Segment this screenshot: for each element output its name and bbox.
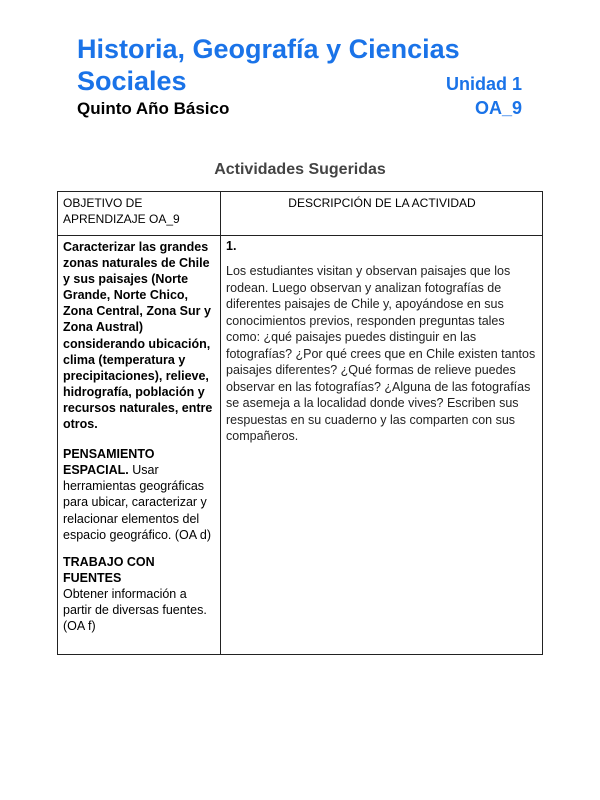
activity-text: Los estudiantes visitan y observan paisajes que los rodean. Luego observan y analizan fotografías de diferentes paisajes de Chile y, apoyándose en sus conocimientos previos, responden preguntas tales como: ¿qué paisajes puedes distinguir en las fotografías? ¿Por qué crees que en Chile existen tantos paisajes diferentes? ¿Qué formas de relieve puedes observar en las fotografías? ¿Alguna de las fotografías se asemeja a la localidad donde vives? Escriben sus respuestas en su cuaderno y las comparten con sus compañeros.	[226, 264, 536, 443]
objective-cell	[58, 236, 221, 655]
unit-label: Unidad 1	[445, 74, 522, 94]
grade-label: Quinto Año Básico	[77, 99, 230, 118]
grade-row	[77, 98, 522, 119]
description-cell	[221, 236, 543, 655]
skill-spatial-thinking	[63, 446, 216, 543]
title-row	[77, 65, 522, 97]
table-row	[58, 236, 543, 655]
description-column-header: DESCRIPCIÓN DE LA ACTIVIDAD	[221, 192, 543, 236]
subject-title: Historia, Geografía y Ciencias	[77, 34, 460, 64]
oa-label: OA_9	[474, 98, 522, 118]
objective-column-header: OBJETIVO DE APRENDIZAJE OA_9	[58, 192, 221, 236]
subject-title-continued: Sociales	[77, 66, 187, 96]
table-header-row	[58, 192, 543, 236]
skill-spatial-text: Usar herramientas geográficas para ubicar, caracterizar y relacionar elementos del espacio geográfico. (OA d)	[63, 463, 211, 542]
section-title: Actividades Sugeridas	[214, 161, 386, 178]
skill-spatial-lead: PENSAMIENTO ESPACIAL.	[63, 447, 155, 478]
skill-sources-text: Obtener información a partir de diversas fuentes. (OA f)	[63, 586, 207, 634]
skill-sources-lead: TRABAJO CON FUENTES	[63, 554, 155, 585]
activities-table	[57, 191, 543, 655]
skill-sources	[63, 554, 216, 634]
objective-text: Caracterizar las grandes zonas naturales de Chile y sus paisajes (Norte Grande, Norte Chico, Zona Central, Zona Sur y Zona Austral) considerando ubicación, clima (temperatura y precipitaciones), relieve, hidrografía, población y recursos naturales, entre otros.	[63, 240, 213, 432]
activity-number: 1.	[226, 239, 237, 253]
document-header	[77, 34, 522, 119]
